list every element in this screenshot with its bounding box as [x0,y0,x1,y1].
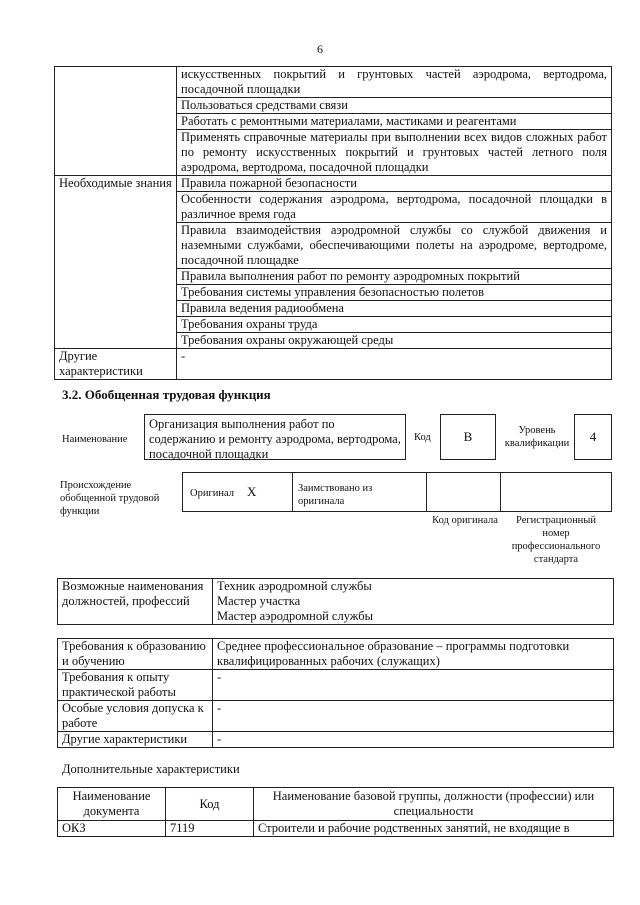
skills-table [54,66,612,380]
requirement-value: - [213,701,614,732]
code-label: Код [414,432,431,443]
skills-row [55,349,612,380]
requirement-label: Другие характеристики [58,732,213,748]
level-box: 4 [574,414,612,460]
skills-row [55,176,612,192]
requirement-label: Требования к образованию и обучению [58,639,213,670]
function-code-box: B [440,414,496,460]
skills-item: - [177,349,612,380]
skills-item: Работать с ремонтными материалами, мастиками и реагентами [177,114,612,130]
positions-label: Возможные наименования должностей, профессий [58,579,213,625]
name-label: Наименование [62,434,128,445]
code-original-cell [427,473,501,511]
skills-item: искусственных покрытий и грунтовых частей аэродрома, вертодрома, посадочной площадки [177,67,612,98]
requirement-label: Особые условия допуска к работе [58,701,213,732]
requirements-table [57,638,614,748]
positions-values [213,579,614,625]
borrowed-cell [293,473,427,511]
requirement-label: Требования к опыту практической работы [58,670,213,701]
function-name-box: Организация выполнения работ по содержанию и ремонту аэродрома, вертодрома, посадочной площадки [144,414,406,460]
original-label: Оригинал [190,488,234,499]
skills-item: Требования системы управления безопасностью полетов [177,285,612,301]
okz-table [57,787,614,837]
skills-item: Требования охраны окружающей среды [177,333,612,349]
skills-row [55,67,612,98]
okz-header: Код [166,788,254,821]
code-original-caption: Код оригинала [432,515,498,526]
positions-table [57,578,614,625]
origin-label: Происхождение обобщенной трудовой функции [60,480,160,517]
okz-header: Наименование документа [58,788,166,821]
skills-item: Пользоваться средствами связи [177,98,612,114]
okz-cell: ОКЗ [58,821,166,837]
position-item: Техник аэродромной службы [217,579,372,593]
skills-group-label: Другие характеристики [55,349,177,380]
original-mark: X [247,484,257,499]
page-number: 6 [317,42,323,56]
original-cell [183,473,293,511]
requirement-value: Среднее профессиональное образование – программы подготовки квалифицированных рабочих (служащих) [213,639,614,670]
okz-cell: 7119 [166,821,254,837]
additional-heading: Дополнительные характеристики [62,762,240,776]
okz-cell: Строители и рабочие родственных занятий, не входящие в [254,821,614,837]
okz-header: Наименование базовой группы, должности (профессии) или специальности [254,788,614,821]
origin-row [182,472,612,512]
skills-item: Требования охраны труда [177,317,612,333]
skills-item: Правила взаимодействия аэродромной службы со службой движения и наземными службами, обеспечивающими полеты на аэродроме, вертодроме, посадочной площадке [177,223,612,269]
skills-group-label: Необходимые знания [55,176,177,349]
skills-item: Правила ведения радиообмена [177,301,612,317]
reg-number-caption: Регистрационный номер профессионального стандарта [511,515,601,565]
level-label: Уровень квалификации [504,425,570,449]
skills-item: Применять справочные материалы при выполнении всех видов сложных работ по ремонту искусственных покрытий и грунтовых частей летного поля аэродрома, вертодрома, посадочной площадки [177,130,612,176]
borrowed-label: Заимствовано из оригинала [298,483,373,507]
skills-item: Правила выполнения работ по ремонту аэродромных покрытий [177,269,612,285]
requirement-value: - [213,732,614,748]
section-heading: 3.2. Обобщенная трудовая функция [62,387,271,402]
skills-group-label [55,67,177,176]
position-item: Мастер аэродромной службы [217,609,374,623]
skills-item: Особенности содержания аэродрома, вертодрома, посадочной площадки в различное время года [177,192,612,223]
position-item: Мастер участка [217,594,301,608]
skills-item: Правила пожарной безопасности [177,176,612,192]
requirement-value: - [213,670,614,701]
